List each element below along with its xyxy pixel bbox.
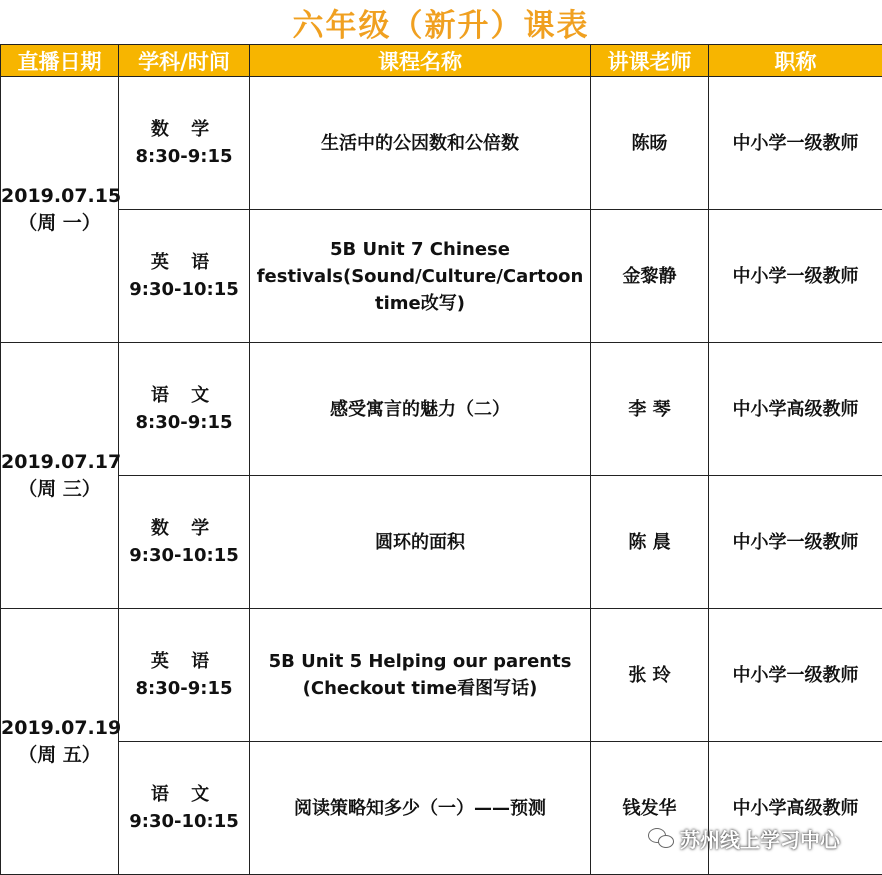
rank-cell: 中小学一级教师 <box>709 77 882 210</box>
course-text: 圆环的面积 <box>375 531 465 553</box>
table-row <box>1 476 882 609</box>
rank-cell: 中小学高级教师 <box>709 742 882 875</box>
header-teacher: 讲课老师 <box>591 45 709 77</box>
table-row <box>1 77 882 210</box>
date-cell <box>1 77 122 343</box>
subject-time-cell <box>119 77 250 210</box>
header-date: 直播日期 <box>1 45 119 77</box>
course-text: 生活中的公因数和公倍数 <box>321 132 519 154</box>
course-cell <box>250 742 591 875</box>
teacher-cell: 张 玲 <box>591 609 709 742</box>
date-cell <box>1 343 122 609</box>
course-text: 阅读策略知多少（一）——预测 <box>294 797 546 819</box>
teacher-cell: 金黎静 <box>591 210 709 343</box>
rank-cell: 中小学一级教师 <box>709 609 882 742</box>
schedule-table <box>0 44 882 875</box>
course-cell <box>250 343 591 476</box>
subject-text: 数 学 <box>150 119 218 140</box>
time-text: 8:30-9:15 <box>135 412 233 433</box>
subject-text: 数 学 <box>150 518 218 539</box>
header-rank: 职称 <box>709 45 882 77</box>
course-text: time改写) <box>375 292 465 314</box>
rank-cell: 中小学一级教师 <box>709 210 882 343</box>
time-text: 8:30-9:15 <box>135 678 233 699</box>
subject-time-cell <box>119 742 250 875</box>
course-text: festivals(Sound/Culture/Cartoon <box>256 265 584 287</box>
teacher-cell: 陈 晨 <box>591 476 709 609</box>
teacher-cell: 钱发华 <box>591 742 709 875</box>
course-cell <box>250 210 591 343</box>
date-text: 2019.07.17 <box>1 450 122 473</box>
table-row <box>1 343 882 476</box>
course-text: 5B Unit 7 Chinese <box>330 238 510 260</box>
subject-time-cell <box>119 210 250 343</box>
header-row <box>1 45 882 77</box>
header-course: 课程名称 <box>250 45 591 77</box>
course-cell <box>250 609 591 742</box>
subject-text: 语 文 <box>150 784 218 805</box>
subject-time-cell <box>119 476 250 609</box>
watermark-text: 苏州线上学习中心 <box>680 827 840 852</box>
course-text: 5B Unit 5 Helping our parents <box>268 651 572 672</box>
weekday-text: （周 三） <box>18 477 101 500</box>
time-text: 9:30-10:15 <box>129 811 239 832</box>
course-cell <box>250 476 591 609</box>
table-row <box>1 210 882 343</box>
weekday-text: （周 一） <box>18 211 101 234</box>
rank-cell: 中小学一级教师 <box>709 476 882 609</box>
subject-time-cell <box>119 609 250 742</box>
date-cell <box>1 609 122 875</box>
table-row <box>1 609 882 742</box>
subject-text: 英 语 <box>150 252 218 273</box>
header-subject-time: 学科/时间 <box>119 45 250 77</box>
rank-cell: 中小学高级教师 <box>709 343 882 476</box>
wechat-icon <box>648 828 674 848</box>
watermark <box>648 826 840 850</box>
course-cell <box>250 77 591 210</box>
teacher-cell: 李 琴 <box>591 343 709 476</box>
subject-text: 语 文 <box>150 385 218 406</box>
course-text: 感受寓言的魅力（二） <box>330 398 510 420</box>
subject-time-cell <box>119 343 250 476</box>
teacher-cell: 陈旸 <box>591 77 709 210</box>
date-text: 2019.07.19 <box>1 716 122 739</box>
time-text: 8:30-9:15 <box>135 146 233 167</box>
time-text: 9:30-10:15 <box>129 279 239 300</box>
subject-text: 英 语 <box>150 651 218 672</box>
course-text: (Checkout time看图写话) <box>302 678 538 699</box>
table-row <box>1 742 882 875</box>
weekday-text: （周 五） <box>18 743 101 766</box>
date-text: 2019.07.15 <box>1 184 122 207</box>
page-title: 六年级（新升）课表 <box>292 7 590 44</box>
time-text: 9:30-10:15 <box>129 545 239 566</box>
